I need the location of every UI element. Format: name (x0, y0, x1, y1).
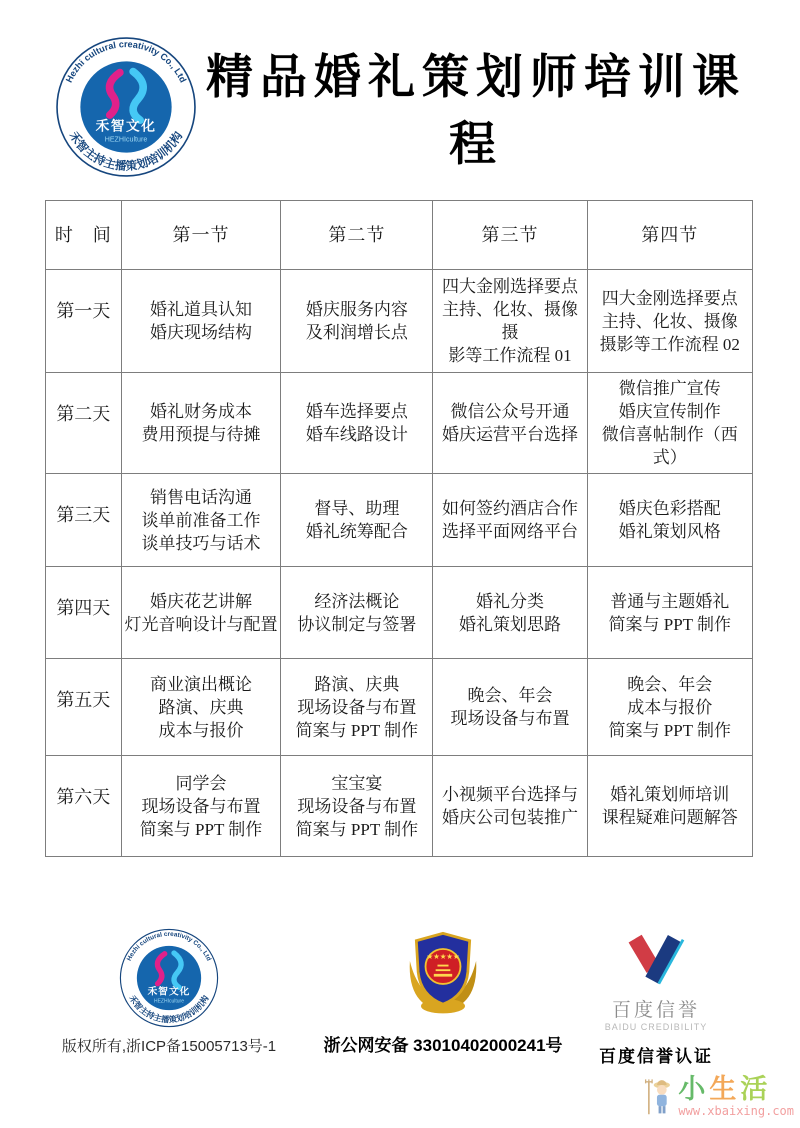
baidu-credibility-en: BAIDU CREDIBILITY (604, 1022, 708, 1032)
course-cell: 宝宝宴 现场设备与布置 简案与 PPT 制作 (281, 756, 433, 857)
day-cell: 第二天 (46, 373, 122, 474)
table-row (46, 270, 753, 373)
course-cell: 婚礼策划师培训 课程疑难问题解答 (587, 756, 752, 857)
hezhi-company-logo-small (119, 928, 219, 1028)
baidu-credibility-cn: 百度信誉 (611, 1000, 700, 1021)
watermark-brand: 小生活 (678, 1074, 772, 1104)
course-cell: 经济法概论 协议制定与签署 (281, 567, 433, 659)
course-cell: 晚会、年会 现场设备与布置 (433, 659, 587, 756)
course-cell: 婚庆花艺讲解 灯光音响设计与配置 (121, 567, 281, 659)
course-cell: 婚庆服务内容 及利润增长点 (281, 270, 433, 373)
table-row (46, 659, 753, 756)
footer-police-block (320, 926, 566, 1056)
day-cell: 第三天 (46, 474, 122, 567)
column-header-session-4: 第四节 (587, 201, 752, 270)
police-badge-icon (397, 926, 489, 1018)
hezhi-company-logo (55, 36, 197, 178)
watermark-text (678, 1076, 794, 1118)
course-table-body (46, 270, 753, 857)
table-row (46, 373, 753, 474)
column-header-session-3: 第三节 (433, 201, 587, 270)
column-header-time: 时 间 (46, 201, 122, 270)
course-cell: 婚礼财务成本 费用预提与待摊 (121, 373, 281, 474)
document-header (55, 32, 775, 182)
farmer-mascot-icon (644, 1076, 676, 1120)
footer-copyright-block (58, 928, 280, 1056)
day-cell: 第四天 (46, 567, 122, 659)
course-cell: 婚车选择要点 婚车线路设计 (281, 373, 433, 474)
course-cell: 微信推广宣传 婚庆宣传制作 微信喜帖制作（西式） (587, 373, 752, 474)
course-cell: 微信公众号开通 婚庆运营平台选择 (433, 373, 587, 474)
day-cell: 第五天 (46, 659, 122, 756)
table-row (46, 567, 753, 659)
course-cell: 销售电话沟通 谈单前准备工作 谈单技巧与话术 (121, 474, 281, 567)
course-cell: 四大金刚选择要点 主持、化妆、摄像 摄影等工作流程 02 (587, 270, 752, 373)
course-cell: 同学会 现场设备与布置 简案与 PPT 制作 (121, 756, 281, 857)
watermark-url: www.xbaixing.com (678, 1104, 794, 1118)
footer-baidu-block (572, 934, 740, 1067)
baidu-cert-label: 百度信誉认证 (599, 1047, 713, 1066)
baidu-credibility-icon (625, 934, 687, 986)
police-record-number: 浙公网安备 33010402000241号 (323, 1036, 563, 1055)
column-header-session-1: 第一节 (121, 201, 281, 270)
table-row (46, 756, 753, 857)
course-cell: 普通与主题婚礼 简案与 PPT 制作 (587, 567, 752, 659)
day-cell: 第六天 (46, 756, 122, 857)
course-cell: 四大金刚选择要点 主持、化妆、摄像摄 影等工作流程 01 (433, 270, 587, 373)
course-cell: 婚礼分类 婚礼策划思路 (433, 567, 587, 659)
table-row (46, 474, 753, 567)
course-cell: 如何签约酒店合作 选择平面网络平台 (433, 474, 587, 567)
course-cell: 婚礼道具认知 婚庆现场结构 (121, 270, 281, 373)
course-cell: 路演、庆典 现场设备与布置 简案与 PPT 制作 (281, 659, 433, 756)
column-header-session-2: 第二节 (281, 201, 433, 270)
course-cell: 督导、助理 婚礼统筹配合 (281, 474, 433, 567)
course-cell: 小视频平台选择与 婚庆公司包装推广 (433, 756, 587, 857)
icp-copyright-text: 版权所有,浙ICP备15005713号-1 (61, 1038, 277, 1055)
course-cell: 婚庆色彩搭配 婚礼策划风格 (587, 474, 752, 567)
day-cell: 第一天 (46, 270, 122, 373)
course-cell: 商业演出概论 路演、庆典 成本与报价 (121, 659, 281, 756)
page-title: 精品婚礼策划师培训课程 (206, 52, 746, 171)
course-schedule-table (45, 200, 753, 857)
site-watermark (644, 1076, 794, 1120)
course-cell: 晚会、年会 成本与报价 简案与 PPT 制作 (587, 659, 752, 756)
table-header-row (46, 201, 753, 270)
